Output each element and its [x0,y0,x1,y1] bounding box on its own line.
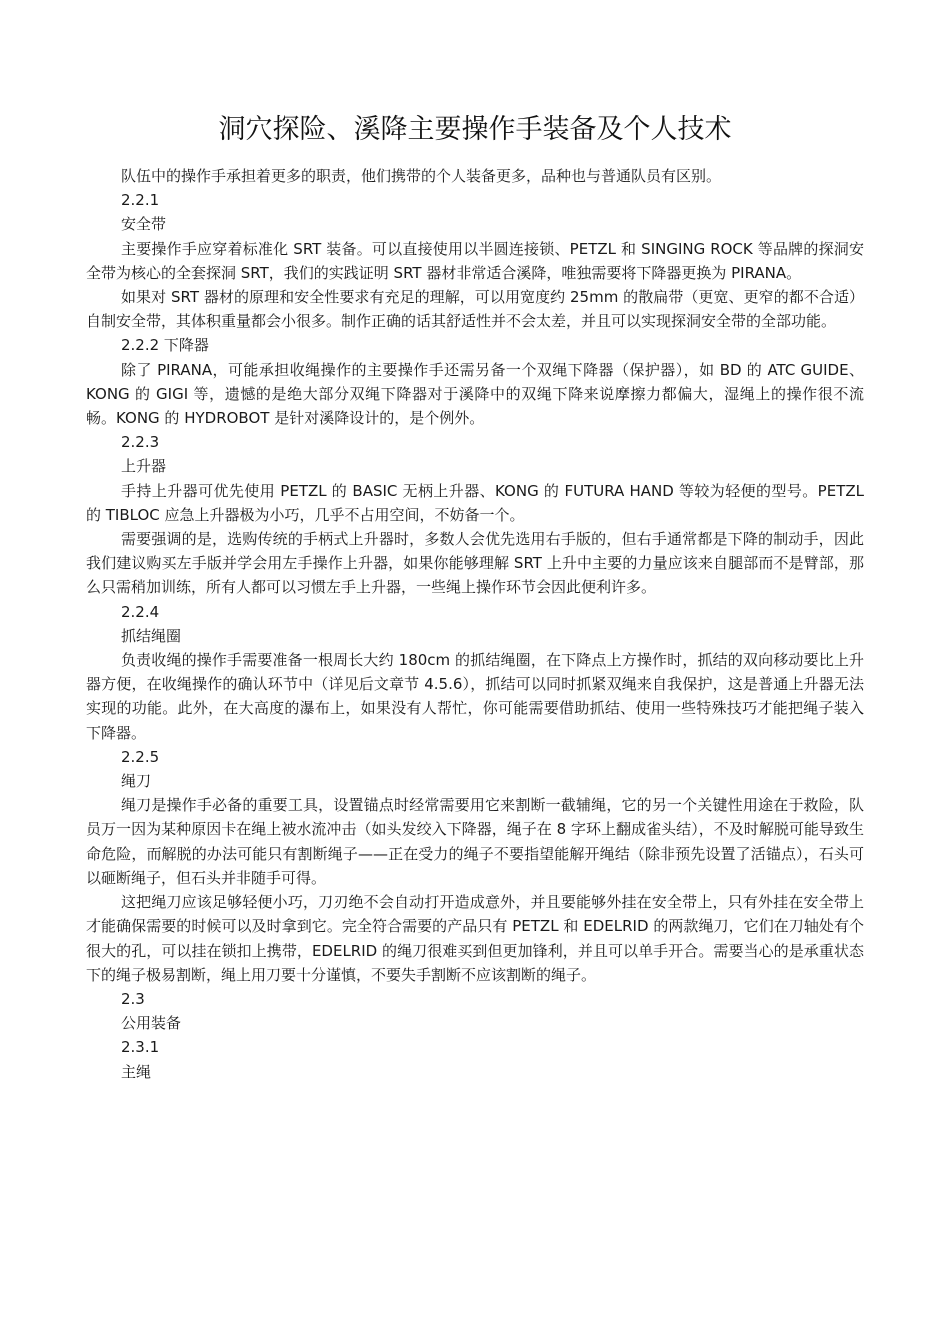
document-title: 洞穴探险、溪降主要操作手装备及个人技术 [218,114,732,145]
paragraph: 手持上升器可优先使用 PETZL 的 BASIC 无柄上升器、KONG 的 FUTURA HAND 等较为轻便的型号。PETZL 的 TIBLOC 应急上升器极为小巧，几乎不占用空间，不妨备一个。 [86,481,864,524]
section-heading: 抓结绳圈 [121,626,182,645]
section-heading: 主绳 [121,1062,152,1081]
section-heading: 2.2.5 [121,747,160,766]
section-heading: 2.2.2 下降器 [121,336,209,355]
paragraph: 绳刀是操作手必备的重要工具，设置锚点时经常需要用它来割断一截辅绳，它的另一个关键性用途在于救险，队员万一因为某种原因卡在绳上被水流冲击（如头发绞入下降器，绳子在 8 字环上翻成雀头结），不及时解脱可能导致生命危险，而解脱的办法可能只有割断绳子——正在受力的绳子不要指望能解开绳结（除非预先设置了活锚点），石头可以砸断绳子，但石头并非随手可得。 [86,796,864,887]
paragraph: 需要强调的是，选购传统的手柄式上升器时，多数人会优先选用右手版的，但右手通常都是下降的制动手，因此我们建议购买左手版并学会用左手操作上升器，如果你能够理解 SRT 上升中主要的力量应该来自腿部而不是臂部，那么只需稍加训练，所有人都可以习惯左手上升器，一些绳上操作环节会因此便利许多。 [86,530,864,597]
paragraph: 除了 PIRANA，可能承担收绳操作的主要操作手还需另备一个双绳下降器（保护器），如 BD 的 ATC GUIDE、KONG 的 GIGI 等，遗憾的是绝大部分双绳下降器对于溪降中的双绳下降来说摩擦力都偏大，湿绳上的操作很不流畅。KONG 的 HYDROBOT 是针对溪降设计的，是个例外。 [86,360,864,428]
section-heading: 2.3.1 [121,1038,160,1057]
document-body [86,164,864,1084]
paragraph: 如果对 SRT 器材的原理和安全性要求有充足的理解，可以用宽度约 25mm 的散扁带（更宽、更窄的都不合适）自制安全带，其体积重量都会小很多。制作正确的话其舒适性并不会太差，并且可以实现探洞安全带的全部功能。 [86,288,864,331]
section-heading: 2.2.1 [121,191,160,210]
section-heading: 2.2.3 [121,433,160,452]
section-heading: 上升器 [121,457,167,476]
paragraph: 队伍中的操作手承担着更多的职责，他们携带的个人装备更多，品种也与普通队员有区别。 [121,167,722,185]
section-heading: 2.2.4 [121,602,160,621]
section-heading: 绳刀 [121,772,152,791]
section-heading: 2.3 [121,989,145,1008]
paragraph: 负责收绳的操作手需要准备一根周长大约 180cm 的抓结绳圈，在下降点上方操作时，抓结的双向移动要比上升器方便，在收绳操作的确认环节中（详见后文章节 4.5.6），抓结可以同时抓紧双绳来自我保护，这是普通上升器无法实现的功能。此外，在大高度的瀑布上，如果没有人帮忙，你可能需要借助抓结、使用一些特殊技巧才能把绳子装入下降器。 [86,651,864,742]
paragraph: 主要操作手应穿着标准化 SRT 装备。可以直接使用以半圆连接锁、PETZL 和 SINGING ROCK 等品牌的探洞安全带为核心的全套探洞 SRT，我们的实践证明 SRT 器材非常适合溪降，唯独需要将下降器更换为 PIRANA。 [86,239,864,282]
section-heading: 安全带 [121,215,167,234]
paragraph: 这把绳刀应该足够轻便小巧，刀刃绝不会自动打开造成意外，并且要能够外挂在安全带上，只有外挂在安全带上才能确保需要的时候可以及时拿到它。完全符合需要的产品只有 PETZL 和 EDELRID 的两款绳刀，它们在刀轴处有个很大的孔，可以挂在锁扣上携带，EDELRID 的绳刀很难买到但更加锋利，并且可以单手开合。需要当心的是承重状态下的绳子极易割断，绳上用刀要十分谨慎，不要失手割断不应该割断的绳子。 [86,893,864,984]
section-heading: 公用装备 [121,1014,182,1033]
